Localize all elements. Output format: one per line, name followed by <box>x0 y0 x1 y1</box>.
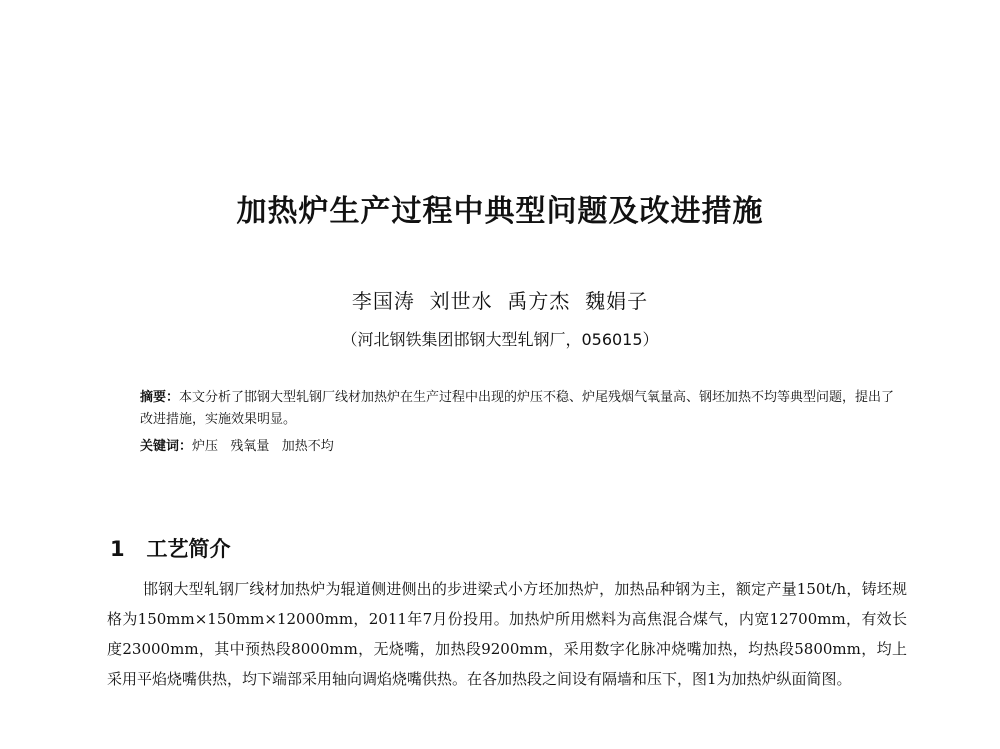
abstract-text: 本文分析了邯钢大型轧钢厂线材加热炉在生产过程中出现的炉压不稳、炉尾残烟气氧量高、钢坯加热不均等典型问题，提出了改进措施，实施效果明显。 <box>140 390 895 427</box>
keywords-label: 关键词： <box>140 439 193 454</box>
keywords-text: 炉压 残氧量 加热不均 <box>192 439 334 454</box>
abstract-label: 摘要： <box>140 390 180 405</box>
abstract <box>140 387 900 431</box>
paper-title: 加热炉生产过程中典型问题及改进措施 <box>236 194 764 229</box>
author-list: 李国涛 刘世水 禹方杰 魏娟子 <box>351 289 649 313</box>
body-paragraph: 邯钢大型轧钢厂线材加热炉为辊道侧进侧出的步进梁式小方坯加热炉，加热品种钢为主，额定产量150t/h，铸坯规格为150mm×150mm×12000mm，2011年7月份投用。加热炉所用燃料为高焦混合煤气，内宽12700mm，有效长度23000mm，其中预热段8000mm，无烧嘴，加热段9200mm，采用数字化脉冲烧嘴加热，均热段5800mm，均上采用平焰烧嘴供热，均下端部采用轴向调焰烧嘴供热。在各加热段之间设有隔墙和压下，图1为加热炉纵面简图。 <box>107 580 907 688</box>
keywords <box>140 436 900 458</box>
section-heading: 1 工艺简介 <box>110 537 231 562</box>
affiliation: （河北钢铁集团邯钢大型轧钢厂，056015） <box>341 330 659 349</box>
